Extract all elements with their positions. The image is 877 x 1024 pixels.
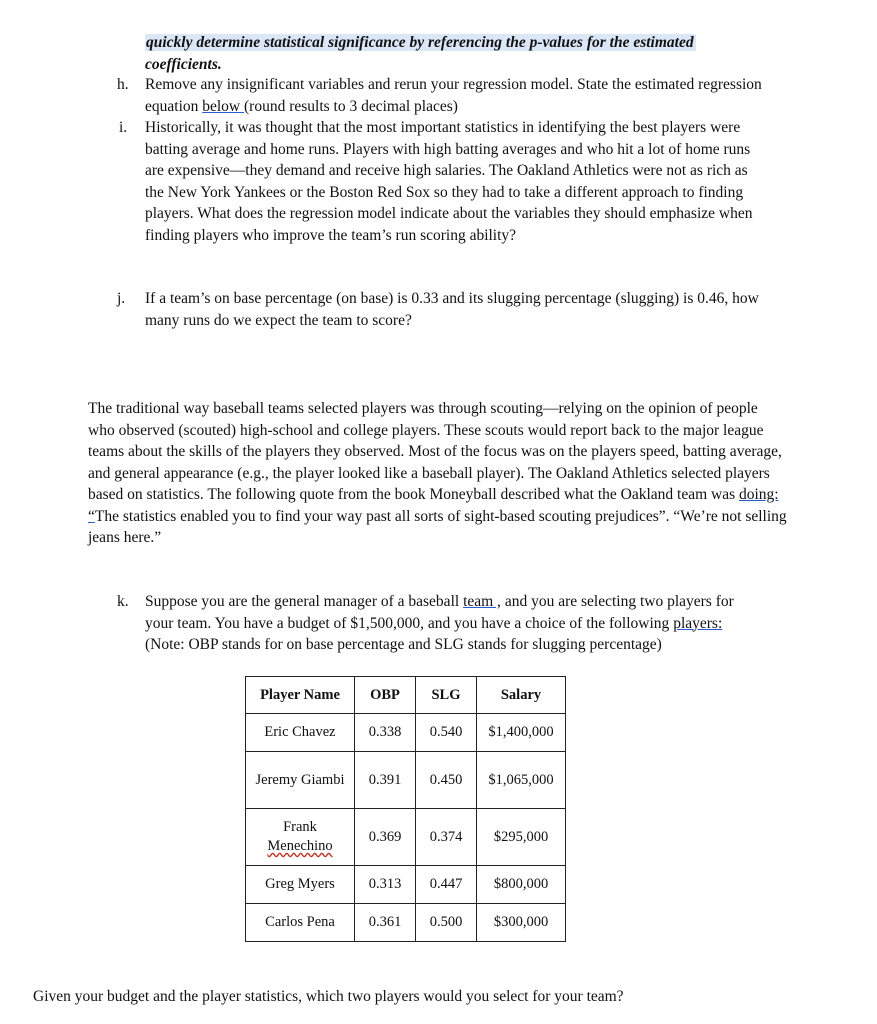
player-obp: 0.338 xyxy=(355,714,416,752)
item-i-letter: i. xyxy=(119,119,128,136)
player-slg: 0.447 xyxy=(416,866,477,904)
player-salary: $300,000 xyxy=(477,904,566,942)
player-slg: 0.500 xyxy=(416,904,477,942)
header-player-name: Player Name xyxy=(246,677,355,714)
item-h-text-b: (round results to 3 decimal places) xyxy=(244,97,458,115)
top-fragment-line1: quickly determine statistical significance by referencing the p-values for the estimated xyxy=(146,34,694,51)
player-name: Greg Myers xyxy=(246,866,355,904)
top-fragment-line2: coefficients. xyxy=(145,55,222,73)
item-k-letter: k. xyxy=(117,593,129,610)
item-k-underlined-team: team , xyxy=(463,593,501,610)
item-k-text-b: and you are selecting two players for your team. You have a budget of $1,500,000, and you have a choice of the following xyxy=(145,593,734,632)
item-k-underlined-players: players: xyxy=(673,614,723,632)
table-row xyxy=(246,866,566,904)
table-row xyxy=(246,714,566,752)
moneyball-paragraph xyxy=(88,398,788,549)
top-fragment xyxy=(145,32,805,75)
player-obp: 0.313 xyxy=(355,866,416,904)
item-k-text-a: Suppose you are the general manager of a baseball xyxy=(145,593,464,610)
paragraph-text-a: The traditional way baseball teams selected players was through scouting—relying on the opinion of people who observed (scouted) high-school and college players. These scouts would report back to the major league teams about the skills of the players they observed. Most of the focus was on the players speed, batting average, and general appearance (e.g., the player looked like a baseball player). The Oakland Athletics selected players based on statistics. The following quote from the book Moneyball described what the Oakland team was xyxy=(88,400,782,503)
player-name: Jeremy Giambi xyxy=(246,752,355,809)
player-salary: $1,065,000 xyxy=(477,752,566,809)
header-salary: Salary xyxy=(477,677,566,714)
player-table xyxy=(245,676,566,942)
item-h-text xyxy=(145,74,785,117)
item-i-text: Historically, it was thought that the most important statistics in identifying the best players were batting average and home runs. Players with high batting averages and who hit a lot of home runs are expensive—they demand and receive high salaries. The Oakland Athletics were not as rich as the New York Yankees or the Boston Red Sox so they had to take a different approach to finding players. What does the regression model indicate about the variables they should emphasize when finding players who improve the team’s run scoring ability? xyxy=(145,119,753,244)
header-obp: OBP xyxy=(355,677,416,714)
player-name xyxy=(246,809,355,866)
item-h-letter: h. xyxy=(117,76,129,93)
player-obp: 0.361 xyxy=(355,904,416,942)
player-salary: $800,000 xyxy=(477,866,566,904)
item-k-text-c: (Note: OBP stands for on base percentage and SLG stands for slugging percentage) xyxy=(145,636,662,653)
table-row xyxy=(246,809,566,866)
player-salary: $1,400,000 xyxy=(477,714,566,752)
header-slg: SLG xyxy=(416,677,477,714)
item-j-text: If a team’s on base percentage (on base) is 0.33 and its slugging percentage (slugging) is 0.46, how many runs do we expect the team to score? xyxy=(145,290,759,329)
player-first-name: Frank xyxy=(283,819,317,835)
item-k-text xyxy=(145,591,760,656)
player-salary: $295,000 xyxy=(477,809,566,866)
player-obp: 0.391 xyxy=(355,752,416,809)
player-slg: 0.374 xyxy=(416,809,477,866)
player-name: Eric Chavez xyxy=(246,714,355,752)
table-row xyxy=(246,752,566,809)
table-row xyxy=(246,904,566,942)
player-obp: 0.369 xyxy=(355,809,416,866)
table-header-row xyxy=(246,677,566,714)
item-h-underlined-word: below xyxy=(202,97,245,115)
paragraph-text-b: The statistics enabled you to find your way past all sorts of sight-based scouting prejudices”. “We’re not selling jeans here.” xyxy=(88,507,787,546)
paragraph-underlined-word: doing: “ xyxy=(88,486,779,525)
item-j-letter: j. xyxy=(117,290,126,307)
player-last-name: Menechino xyxy=(267,838,333,854)
player-slg: 0.450 xyxy=(416,752,477,809)
player-slg: 0.540 xyxy=(416,714,477,752)
player-name: Carlos Pena xyxy=(246,904,355,942)
final-question: Given your budget and the player statistics, which two players would you select for your team? xyxy=(33,988,624,1005)
item-h-text-a: Remove any insignificant variables and rerun your regression model. State the estimated regression equation xyxy=(145,76,762,115)
